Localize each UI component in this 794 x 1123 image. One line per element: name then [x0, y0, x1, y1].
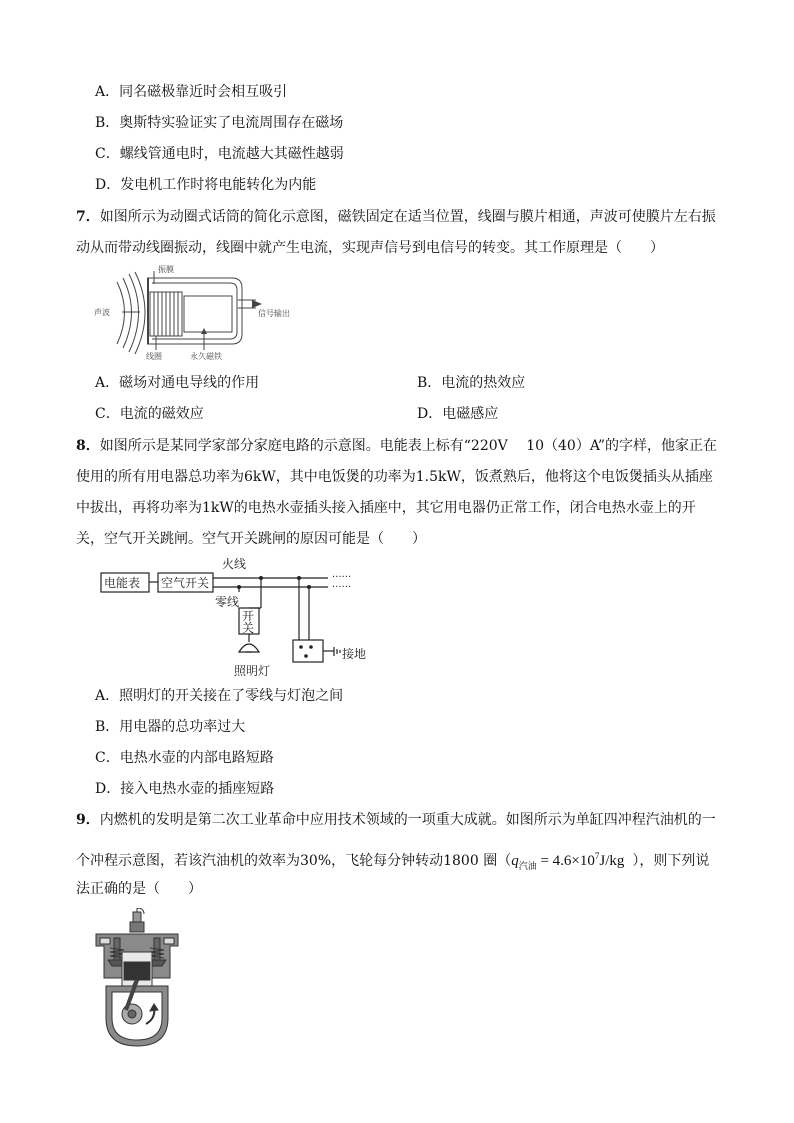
label-signal-output: 信号输出 [258, 309, 290, 318]
q8-option-a: A．照明灯的开关接在了零线与灯泡之间 [95, 688, 344, 704]
q6-option-a: A．同名磁极靠近时会相互吸引 [95, 84, 288, 100]
q8-stem-line1 [76, 436, 717, 456]
neutral-continuation-dots: ······ [332, 582, 352, 593]
q8-option-b: B．用电器的总功率过大 [95, 719, 246, 735]
microphone-figure [92, 262, 302, 364]
label-coil: 线圈 [146, 352, 162, 361]
label-breaker: 空气开关 [161, 576, 210, 590]
q7-stem-line1 [76, 207, 716, 227]
q7-number: 7． [76, 209, 100, 225]
formula-subscript: 汽油 [518, 861, 537, 871]
q9-stem-line2 [76, 846, 709, 876]
q6-option-b: B．奥斯特实验证实了电流周围存在磁场 [95, 115, 344, 131]
q8-stem-line4: 关，空气开关跳闸。空气开关跳闸的原因可能是（ ） [76, 531, 426, 547]
label-permanent-magnet: 永久磁铁 [190, 352, 222, 361]
q7-stem-text1: 如图所示为动圈式话筒的简化示意图，磁铁固定在适当位置，线圈与膜片相通，声波可使膜片左右振 [99, 209, 716, 225]
q7-option-d: D．电磁感应 [417, 406, 499, 422]
label-sound-wave: 声波 [94, 308, 110, 317]
q8-stem-text1: 如图所示是某同学家部分家庭电路的示意图。电能表上标有“220V 10（40）A”的字样，他家正在 [99, 438, 718, 454]
q8-stem-line3: 中拔出，再将功率为1kW的电热水壶插头接入插座中，其它用电器仍正常工作，闭合电热水壶上的开 [76, 500, 696, 516]
live-continuation-dots: ······ [332, 572, 352, 583]
q7-stem-line2: 动从而带动线圈振动，线圈中就产生电流，实现声信号到电信号的转变。其工作原理是（ ） [76, 240, 664, 256]
label-live-wire: 火线 [222, 557, 247, 571]
q8-option-c: C．电热水壶的内部电路短路 [95, 750, 274, 766]
q7-option-c: C．电流的磁效应 [95, 406, 204, 422]
q9-stem-text2b: ），则下列说 [632, 853, 710, 869]
q9-stem-text1: 内燃机的发明是第二次工业革命中应用技术领域的一项重大成就。如图所示为单缸四冲程汽油机的一 [99, 812, 716, 828]
q8-option-d: D．接入电热水壶的插座短路 [95, 781, 275, 797]
q8-stem-line2: 使用的所有用电器总功率为6kW，其中电饭煲的功率为1.5kW，饭煮熟后，他将这个电饭煲插头从插座 [76, 469, 713, 485]
label-diaphragm: 振膜 [158, 265, 174, 274]
q9-stem-line1 [76, 810, 716, 830]
label-switch-top: 开 [242, 609, 255, 623]
engine-figure [92, 908, 182, 1050]
formula-q: q [511, 853, 519, 869]
formula-unit: J/kg [599, 853, 625, 869]
q6-option-c: C．螺线管通电时，电流越大其磁性越弱 [95, 146, 344, 162]
label-ground: 接地 [342, 647, 367, 661]
label-neutral-wire: 零线 [215, 595, 240, 609]
q9-stem-line3: 法正确的是（ ） [76, 881, 202, 897]
q7-option-b: B．电流的热效应 [417, 375, 526, 391]
label-lamp: 照明灯 [234, 664, 271, 678]
formula-exponent: 7 [594, 851, 600, 861]
q9-formula [511, 853, 624, 869]
q9-stem-text2a: 个冲程示意图，若该汽油机的效率为30%，飞轮每分钟转动1800 圈（ [76, 853, 512, 869]
formula-value: = 4.6×10 [536, 853, 595, 869]
q9-number: 9． [76, 812, 100, 828]
q7-option-a: A．磁场对通电导线的作用 [95, 375, 260, 391]
q8-number: 8． [76, 438, 100, 454]
label-switch-bottom: 关 [242, 621, 255, 635]
q6-option-d: D．发电机工作时将电能转化为内能 [95, 177, 317, 193]
circuit-figure [96, 552, 376, 680]
label-meter: 电能表 [104, 576, 141, 590]
